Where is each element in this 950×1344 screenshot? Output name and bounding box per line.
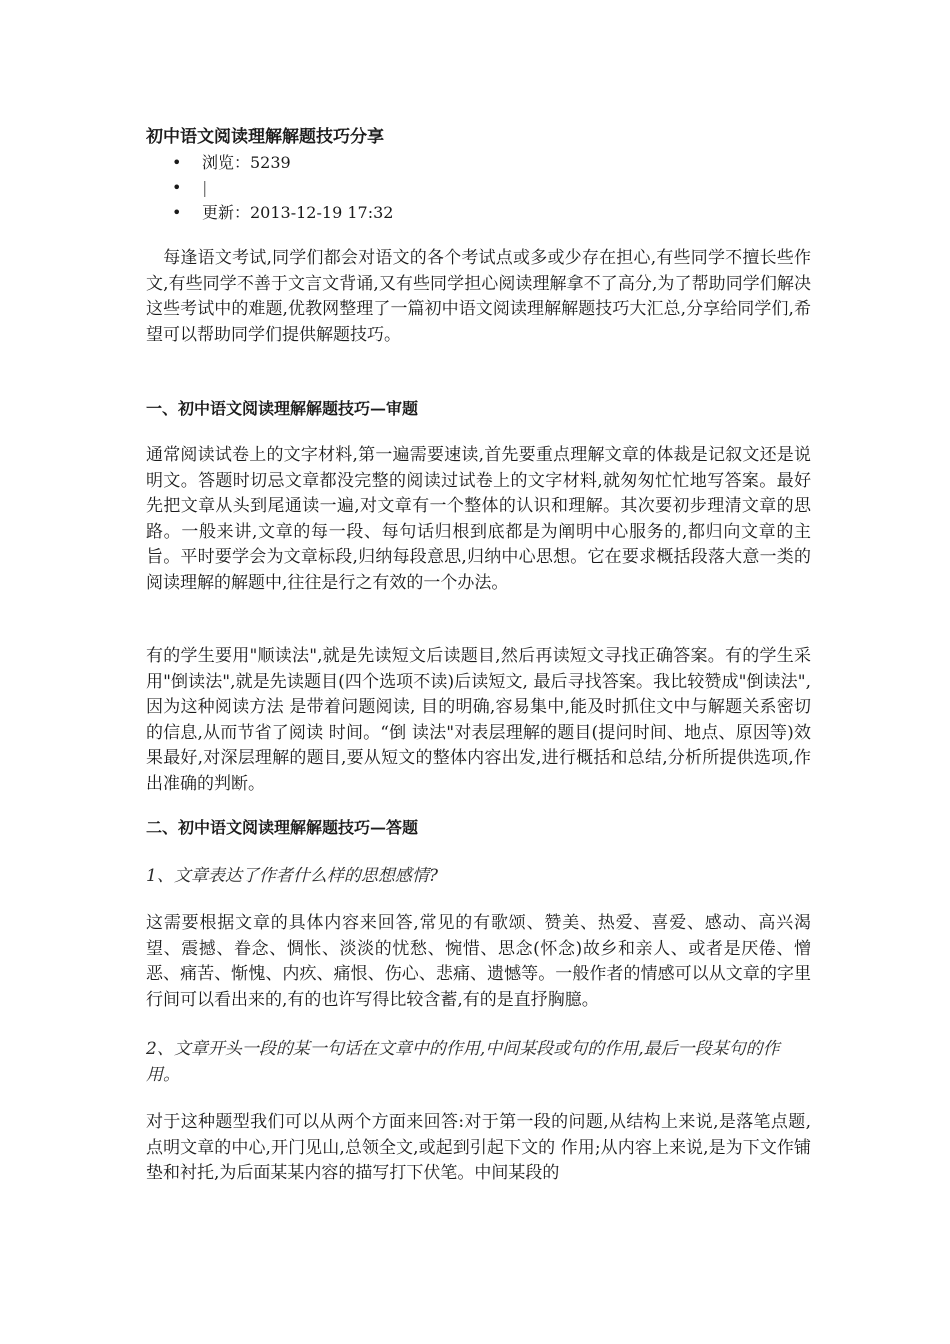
section-1-heading: 一、初中语文阅读理解解题技巧—审题	[146, 399, 419, 418]
answer-1: 这需要根据文章的具体内容来回答,常见的有歌颂、赞美、热爱、喜爱、感动、高兴渴望、震撼、眷念、惆怅、淡淡的忧愁、惋惜、思念(怀念)故乡和亲人、或者是厌倦、憎恶、痛苦、惭愧、内疚、痛恨、伤心、悲痛、遗憾等。一般作者的情感可以从文章的字里行间可以看出来的,有的也许写得比较含蓄,有的是直抒胸臆。	[146, 913, 811, 1010]
section-2-heading: 二、初中语文阅读理解解题技巧—答题	[146, 818, 419, 837]
views-count: 浏览：5239	[202, 153, 291, 172]
intro-paragraph: 每逢语文考试,同学们都会对语文的各个考试点或多或少存在担心,有些同学不擅长些作文,有些同学不善于文言文背诵,又有些同学担心阅读理解拿不了高分,为了帮助同学们解决这些考试中的难题,优教网整理了一篇初中语文阅读理解解题技巧大汇总,分享给同学们,希望可以帮助同学们提供解题技巧。	[146, 248, 811, 345]
meta-item-views	[146, 150, 393, 175]
meta-item-separator	[146, 175, 393, 200]
bullet-icon: •	[172, 178, 182, 197]
bullet-icon: •	[172, 203, 182, 222]
section-1-paragraph-2: 有的学生要用"顺读法",就是先读短文后读题目,然后再读短文寻找正确答案。有的学生采用"倒读法",就是先读题目(四个选项不读)后读短文, 最后寻找答案。我比较赞成"倒读法",因为这种阅读方法 是带着问题阅读, 目的明确,容易集中,能及时抓住文中与解题关系密切的信息,从而节省了阅读 时间。“倒 读法"对表层理解的题目(提问时间、地点、原因等)效果最好,对深层理解的题目,要从短文的整体内容出发,进行概括和总结,分析所提供选项,作出准确的判断。	[146, 646, 811, 794]
updated-date: 更新：2013-12-19 17:32	[202, 203, 394, 222]
meta-item-updated	[146, 200, 393, 225]
bullet-icon: •	[172, 153, 182, 172]
answer-2: 对于这种题型我们可以从两个方面来回答:对于第一段的问题,从结构上来说,是落笔点题,点明文章的中心,开门见山,总领全文,或起到引起下文的 作用;从内容上来说,是为下文作铺垫和衬托,为后面某某内容的描写打下伏笔。中间某段的	[146, 1112, 811, 1183]
meta-list	[146, 150, 393, 225]
question-2: 2、文章开头一段的某一句话在文章中的作用,中间某段或句的作用,最后一段某句的作用。	[146, 1039, 780, 1085]
document-title: 初中语文阅读理解解题技巧分享	[146, 127, 384, 147]
question-1: 1、文章表达了作者什么样的思想感情?	[146, 866, 438, 886]
section-1-paragraph-1: 通常阅读试卷上的文字材料,第一遍需要速读,首先要重点理解文章的体裁是记叙文还是说明文。答题时切忌文章都没完整的阅读过试卷上的文字材料,就匆匆忙忙地写答案。最好先把文章从头到尾通读一遍,对文章有一个整体的认识和理解。其次要初步理清文章的思路。一般来讲,文章的每一段、每句话归根到底都是为阐明中心服务的,都归向文章的主旨。平时要学会为文章标段,归纳每段意思,归纳中心思想。它在要求概括段落大意一类的阅读理解的解题中,往往是行之有效的一个办法。	[146, 445, 811, 593]
separator: |	[202, 178, 208, 197]
